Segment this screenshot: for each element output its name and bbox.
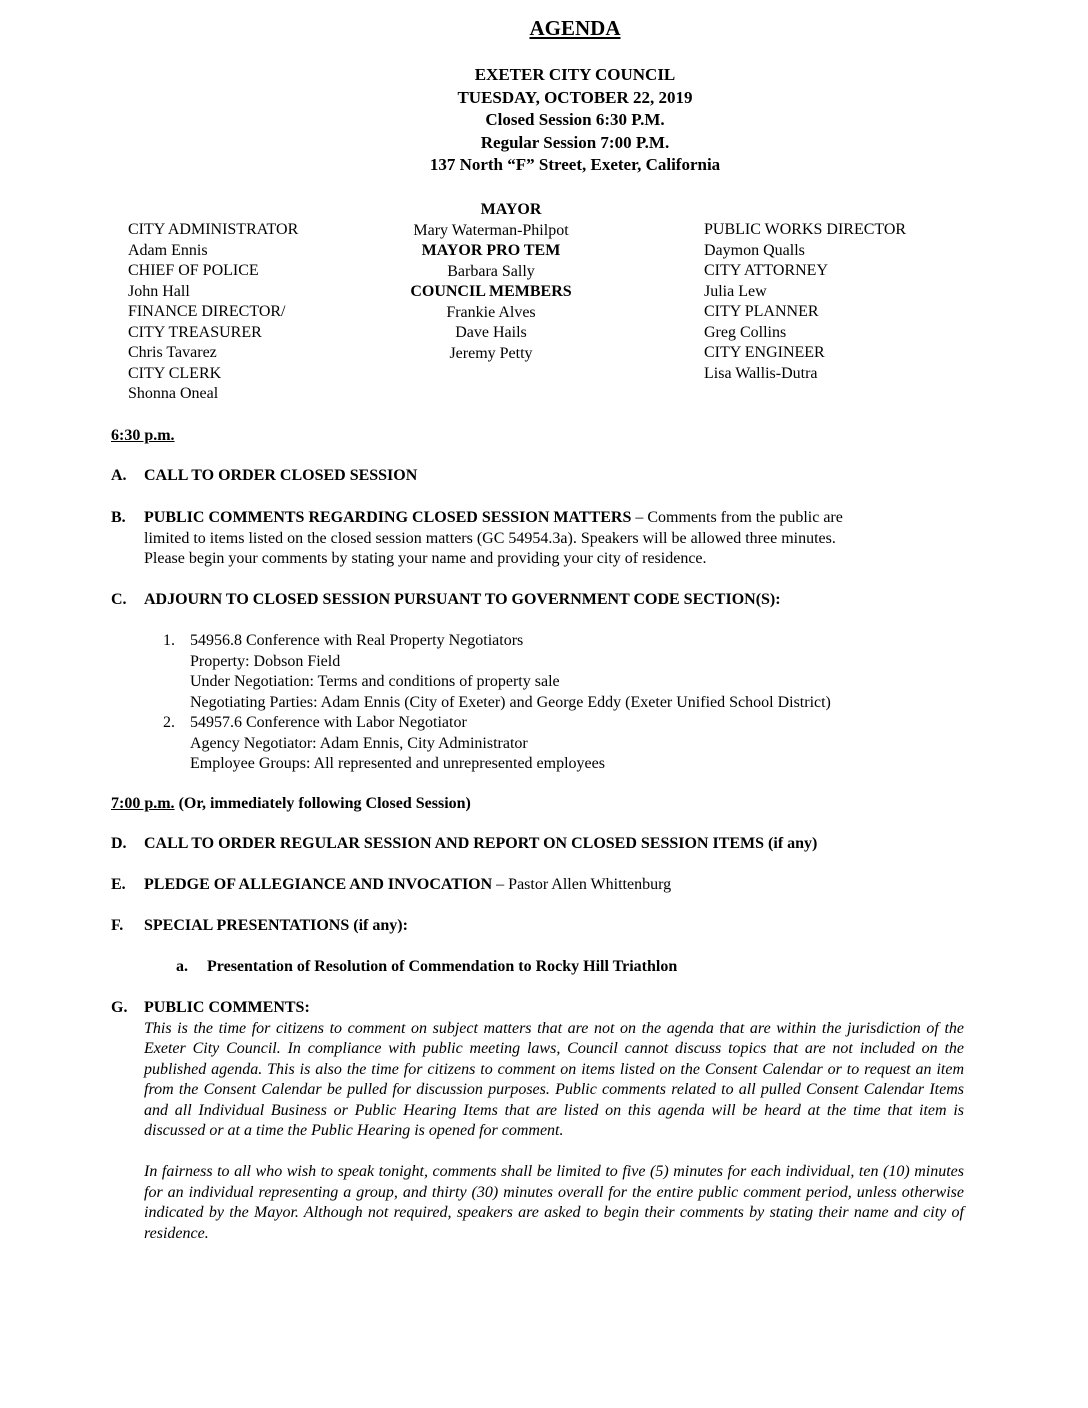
section-heading: PUBLIC COMMENTS:: [144, 999, 310, 1016]
official-line: Julia Lew: [704, 282, 767, 300]
official-line: CITY ADMINISTRATOR: [128, 221, 299, 238]
item-detail: Employee Groups: All represented and unrepresented employees: [190, 755, 605, 772]
official-line: CITY ENGINEER: [704, 344, 825, 361]
section-letter: E.: [111, 876, 126, 893]
official-line: CITY TREASURER: [128, 323, 262, 341]
closed-session-time: Closed Session 6:30 P.M.: [485, 110, 665, 129]
pro-tem-name: Barbara Sally: [447, 262, 535, 280]
council-name: EXETER CITY COUNCIL: [474, 65, 676, 84]
closed-session-items: [163, 631, 831, 775]
section-text-line: limited to items listed on the closed session matters (GC 54954.3a). Speakers will be allowed three minutes.: [144, 529, 836, 547]
regular-session-time-label: 7:00 p.m.: [111, 795, 175, 812]
section-heading: CALL TO ORDER REGULAR SESSION AND REPORT ON CLOSED SESSION ITEMS (if any): [144, 835, 818, 852]
official-line: Lisa Wallis-Dutra: [704, 364, 818, 382]
council-member: Jeremy Petty: [449, 344, 533, 362]
closed-session-start-time: 6:30 p.m.: [111, 427, 175, 444]
section-g: [111, 998, 971, 1019]
section-e: [111, 875, 971, 896]
section-letter: C.: [111, 591, 127, 608]
section-b: [111, 508, 971, 529]
council-member: Frankie Alves: [446, 303, 536, 321]
officials-right-column: [704, 220, 906, 384]
council-member: Dave Hails: [455, 324, 527, 341]
official-line: CITY PLANNER: [704, 303, 819, 320]
regular-session-start: [111, 794, 471, 815]
official-line: Shonna Oneal: [128, 385, 219, 402]
section-letter: G.: [111, 999, 128, 1016]
special-presentation-item: [176, 957, 677, 978]
official-line: Daymon Qualls: [704, 241, 805, 259]
item-letter: a.: [176, 958, 188, 975]
section-letter: A.: [111, 467, 127, 484]
item-detail: Agency Negotiator: Adam Ennis, City Administrator: [190, 734, 528, 752]
official-line: PUBLIC WORKS DIRECTOR: [704, 221, 907, 238]
official-line: CITY CLERK: [128, 364, 222, 382]
section-text: – Pastor Allen Whittenburg: [492, 876, 672, 893]
item-detail: Under Negotiation: Terms and conditions of property sale: [190, 673, 560, 690]
meeting-header: [0, 64, 1088, 177]
list-item: [163, 631, 831, 652]
section-text: – Comments from the public are: [631, 509, 843, 526]
section-heading: PUBLIC COMMENTS REGARDING CLOSED SESSION MATTERS: [144, 509, 632, 526]
pro-tem-heading: MAYOR PRO TEM: [421, 242, 561, 259]
item-number: 2.: [163, 714, 175, 731]
list-item: [163, 713, 831, 734]
mayor-name: Mary Waterman-Philpot: [413, 221, 569, 239]
section-letter: F.: [111, 917, 124, 934]
item-title: 54957.6 Conference with Labor Negotiator: [190, 714, 467, 731]
official-line: John Hall: [128, 282, 190, 300]
section-c: [111, 590, 971, 611]
official-line: Chris Tavarez: [128, 344, 217, 361]
council-members-heading: COUNCIL MEMBERS: [410, 283, 572, 300]
official-line: CHIEF OF POLICE: [128, 262, 259, 279]
section-text-line: Please begin your comments by stating your name and providing your city of residence.: [144, 550, 707, 567]
section-heading: PLEDGE OF ALLEGIANCE AND INVOCATION: [144, 876, 493, 893]
item-title: 54956.8 Conference with Real Property Negotiators: [190, 632, 524, 649]
officials-left-column: [128, 220, 298, 405]
item-text: Presentation of Resolution of Commendation to Rocky Hill Triathlon: [207, 958, 678, 975]
official-line: Greg Collins: [704, 323, 787, 341]
officials-center-column: [380, 200, 602, 364]
section-letter: D.: [111, 835, 127, 852]
item-number: 1.: [163, 632, 175, 649]
meeting-address: 137 North “F” Street, Exeter, California: [429, 155, 721, 174]
regular-session-time: Regular Session 7:00 P.M.: [480, 132, 670, 152]
regular-session-note: (Or, immediately following Closed Session): [174, 795, 471, 812]
public-comments-paragraph-2: In fairness to all who wish to speak tonight, comments shall be limited to five (5) minutes for each individual, ten (10) minutes for an individual representing a group, and thirty (30) minutes overall for the entire public comment period, unless otherwise indicated by the Mayor. Although not required, speakers are asked to begin their comments by stating their name and city of residence.: [144, 1163, 964, 1242]
section-heading: SPECIAL PRESENTATIONS (if any):: [144, 917, 408, 934]
meeting-date: TUESDAY, OCTOBER 22, 2019: [457, 87, 693, 107]
section-b-body: [144, 529, 964, 570]
official-line: Adam Ennis: [128, 241, 208, 259]
agenda-title: AGENDA: [529, 16, 621, 40]
section-f: [111, 916, 971, 937]
mayor-heading: MAYOR: [480, 201, 542, 218]
official-line: CITY ATTORNEY: [704, 262, 828, 279]
official-line: FINANCE DIRECTOR/: [128, 303, 286, 320]
section-a: [111, 466, 971, 487]
item-detail: Negotiating Parties: Adam Ennis (City of Exeter) and George Eddy (Exeter Unified School District): [190, 693, 831, 711]
section-d: [111, 834, 971, 855]
item-detail: Property: Dobson Field: [190, 652, 341, 670]
public-comments-paragraph-1: This is the time for citizens to comment on subject matters that are not on the agenda that are within the jurisdiction of the Exeter City Council. In compliance with public meeting laws, Council cannot discuss topics that are not included on the published agenda. This is also the time for citizens to comment on items listed on the Consent Calendar or to request an item from the Consent Calendar be pulled for discussion purposes. Public comments related to all pulled Consent Calendar Items and all Individual Business or Public Hearing Items that are listed on this agenda will be heard at the time that item is discussed or at a time the Public Hearing is opened for comment.: [144, 1019, 964, 1139]
section-heading: ADJOURN TO CLOSED SESSION PURSUANT TO GOVERNMENT CODE SECTION(S):: [144, 591, 781, 608]
section-heading: CALL TO ORDER CLOSED SESSION: [144, 467, 418, 484]
section-letter: B.: [111, 509, 126, 526]
